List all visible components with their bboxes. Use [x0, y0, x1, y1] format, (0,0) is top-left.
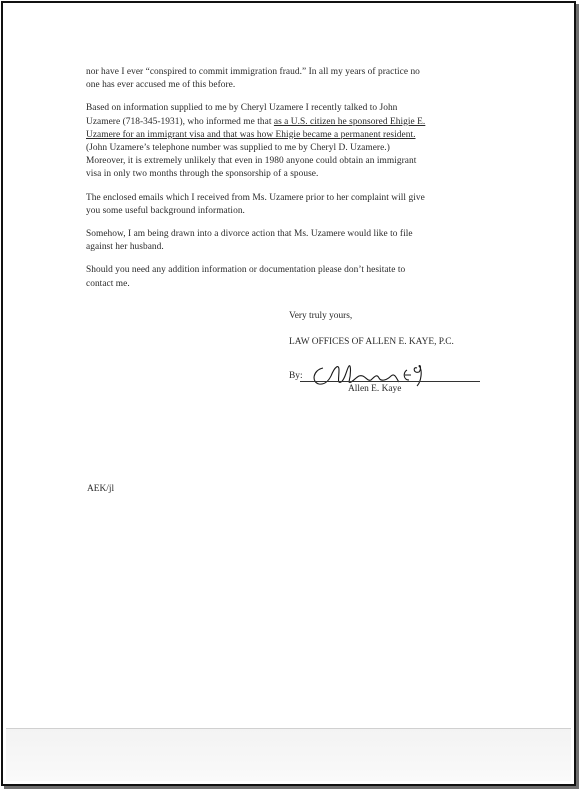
- paragraph-text: against her husband.: [86, 242, 164, 253]
- letter-paragraph: [86, 66, 496, 92]
- paragraph-text: Somehow, I am being drawn into a divorce action that Ms. Uzamere would like to file: [86, 229, 413, 240]
- salutation: Very truly yours,: [289, 311, 353, 321]
- letter-paragraph: [86, 264, 496, 290]
- paragraph-text: Based on information supplied to me by Cheryl Uzamere I recently talked to John: [86, 103, 398, 114]
- paragraph-text: Moreover, it is extremely unlikely that even in 1980 anyone could obtain an immigrant: [86, 156, 417, 167]
- paragraph-text: contact me.: [86, 278, 130, 289]
- paragraph-text: you some useful background information.: [86, 205, 245, 216]
- paragraph-text: The enclosed emails which I received from Ms. Uzamere prior to her complaint will give: [86, 192, 425, 203]
- letter-paragraph: [86, 102, 496, 181]
- signature-line: [300, 381, 480, 382]
- firm-name: LAW OFFICES OF ALLEN E. KAYE, P.C.: [289, 337, 454, 347]
- paragraph-text: one has ever accused me of this before.: [86, 80, 236, 91]
- by-label: By:: [289, 371, 303, 381]
- letter-paragraph: [86, 192, 496, 218]
- paragraph-text: Uzamere (718-345-1931), who informed me that: [86, 116, 274, 127]
- underlined-text: as a U.S. citizen he sponsored Ehigie E.: [273, 116, 426, 127]
- paragraph-text: visa in only two months through the sponsorship of a spouse.: [86, 169, 319, 180]
- letter-body: [86, 66, 496, 301]
- paragraph-text: nor have I ever “conspired to commit immigration fraud.” In all my years of practice no: [86, 67, 420, 77]
- underlined-text: Uzamere for an immigrant visa and that was how Ehigie became a permanent resident.: [86, 129, 416, 140]
- paragraph-text: (John Uzamere’s telephone number was supplied to me by Cheryl D. Uzamere.): [86, 143, 390, 154]
- signer-name: Allen E. Kaye: [348, 384, 402, 394]
- page-bottom-edge: [6, 728, 571, 781]
- letter-paragraph: [86, 228, 496, 254]
- typist-initials: AEK/jl: [87, 484, 115, 494]
- paragraph-text: Should you need any addition information or documentation please don’t hesitate to: [86, 265, 406, 276]
